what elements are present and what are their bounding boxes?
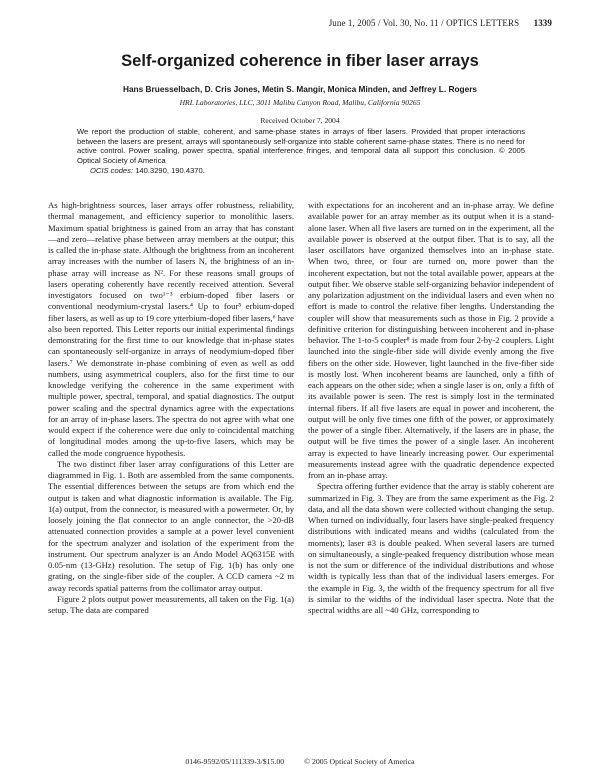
paper-title: Self-organized coherence in fiber laser arrays [121, 52, 479, 70]
ocis-label: OCIS codes: [90, 166, 134, 175]
ocis-codes [90, 166, 205, 175]
ocis-values: 140.3290, 190.4370. [135, 166, 205, 175]
running-header [0, 18, 552, 28]
received-date: Received October 7, 2004 [260, 116, 340, 125]
copyright-notice: © 2005 Optical Society of America [304, 757, 415, 766]
author-list: Hans Bruesselbach, D. Cris Jones, Metin S. Mangir, Monica Minden, and Jeffrey L. Rogers [122, 84, 478, 94]
left-column [48, 200, 294, 740]
article-code: 0146-9592/05/111339-3/$15.00 [185, 757, 285, 766]
right-column [308, 200, 554, 740]
body-paragraph: As high-brightness sources, laser arrays offer robustness, reliability, thermal management, and efficiency superior to monolithic lasers. Maximum spatial brightness is gained from an array that has constant—and zero—relative phase between array members at the output; this is called the in-phase state. Although the brightness from an incoherent array increases with the number of lasers N, the brightness of an in-phase array will increase as N². For these reasons small groups of lasers operating coherently have recently received attention. Several investigators focused on two¹⁻³ erbium-doped fiber lasers or conventional neodymium-crystal lasers.⁴ Up to four⁵ erbium-doped fiber lasers, as well as up to 19 core ytterbium-doped fiber lasers,⁶ have also been reported. This Letter reports our initial experimental findings demonstrating for the first time to our knowledge that in-phase states can spontaneously self-organize in arrays of neodymium-doped fiber lasers.⁷ We demonstrate in-phase combining of even as well as odd numbers, using asymmetrical couplers, also for the first time to our knowledge verifying the coherence in the same experiment with multiple power, spectral, temporal, and spatial diagnostics. The output power scaling and the spectral dynamics agree with the expectations for an array of in-phase lasers. The spectra do not agree with what one would expect if the coherence were due only to coincidental matching of longitudinal modes among the up-to-five lasers, which may be called the mode congruence hypothesis. [48, 200, 294, 458]
abstract: We report the production of stable, coherent, and same-phase states in arrays of fiber lasers. Provided that proper interactions between the lasers are present, arrays will spontaneously self-organize into stable coherent same-phase states. There is no need for active control. Power scaling, power spectra, spatial interference fringes, and temporal data all support this conclusion. © 2005 Optical Society of America [77, 127, 525, 166]
page-number: 1339 [533, 18, 552, 28]
journal-citation: June 1, 2005 / Vol. 30, No. 11 / OPTICS LETTERS [328, 18, 520, 28]
body-paragraph: with expectations for an incoherent and an in-phase array. We define available power for an array member as its output when it is a stand-alone laser. When all five lasers are turned on in the experiment, all the available power is observed at the output fiber. That is to say, all the laser oscillators have organized themselves into an in-phase state. When two, three, or four are turned on, more power than the incoherent expectation, but not the total available power, appears at the output fiber. We observe stable self-organizing behavior independent of any polarization adjustment on the individual lasers and even when no effort is made to control the relative fiber lengths. Understanding the coupler will show that measurements such as those in Fig. 2 provide a definitive criterion for distinguishing between incoherent and in-phase behavior. The 1-to-5 coupler⁸ is made from four 2-by-2 couplers. Light launched into the single-fiber side will divide evenly among the five fibers on the other side. However, light launched in the five-fiber side is mostly lost. When incoherent beams are launched, only a fifth of each appears on the other side; when a single laser is on, only a fifth of its available power is seen. The rest is simply lost in the terminated internal fibers. If all five lasers are equal in power and incoherent, the output will be only five times one fifth of the power, or approximately the power of a single fiber. Alternatively, if the lasers are in phase, the output will be five times the power of a single laser. An incoherent array is expected to have linearly increasing power. Our experimental measurements instead agree with the quadratic dependence expected from an in-phase array. [308, 200, 554, 480]
body-paragraph: Spectra offering further evidence that the array is stably coherent are summarized in Fig. 3. They are from the same experiment as the Fig. 2 data, and all the data shown were collected without changing the setup. When turned on individually, four lasers have single-peaked frequency distributions with indicated means and widths (calculated from the moments); laser #3 is double peaked. When several lasers are turned on simultaneously, a single-peaked frequency distribution whose mean is not the sum or difference of the individual distributions and whose width is typically less than that of the individual lasers emerges. For the example in Fig. 3, the width of the frequency spectrum for all five is similar to the widths of the individual laser spectra. Note that the spectral widths are all ~40 GHz, corresponding to [308, 481, 554, 615]
page-footer [0, 757, 600, 766]
body-paragraph: Figure 2 plots output power measurements, all taken on the Fig. 1(a) setup. The data are compared [48, 593, 294, 615]
body-paragraph: The two distinct fiber laser array configurations of this Letter are diagrammed in Fig. 1. Both are assembled from the same components. The essential differences between the setups are from which end the output is taken and what diagnostic information is available. The Fig. 1(a) output, from the connector, is measured with a powermeter. Or, by loosely joining the flat connector to an angle connector, the >20-dB attenuated connection provides a sample at a power level convenient for the spectrum analyzer and isolation of the experiment from the instrument. Our spectrum analyzer is an Ando Model AQ6315E with 0.05-nm (13-GHz) resolution. The setup of Fig. 1(b) has only one grating, on the single-fiber side of the coupler. A CCD camera ~2 m away records spatial patterns from the collimator array output. [48, 458, 294, 593]
affiliation: HRL Laboratories, LLC, 3011 Malibu Canyon Road, Malibu, California 90265 [179, 98, 421, 107]
